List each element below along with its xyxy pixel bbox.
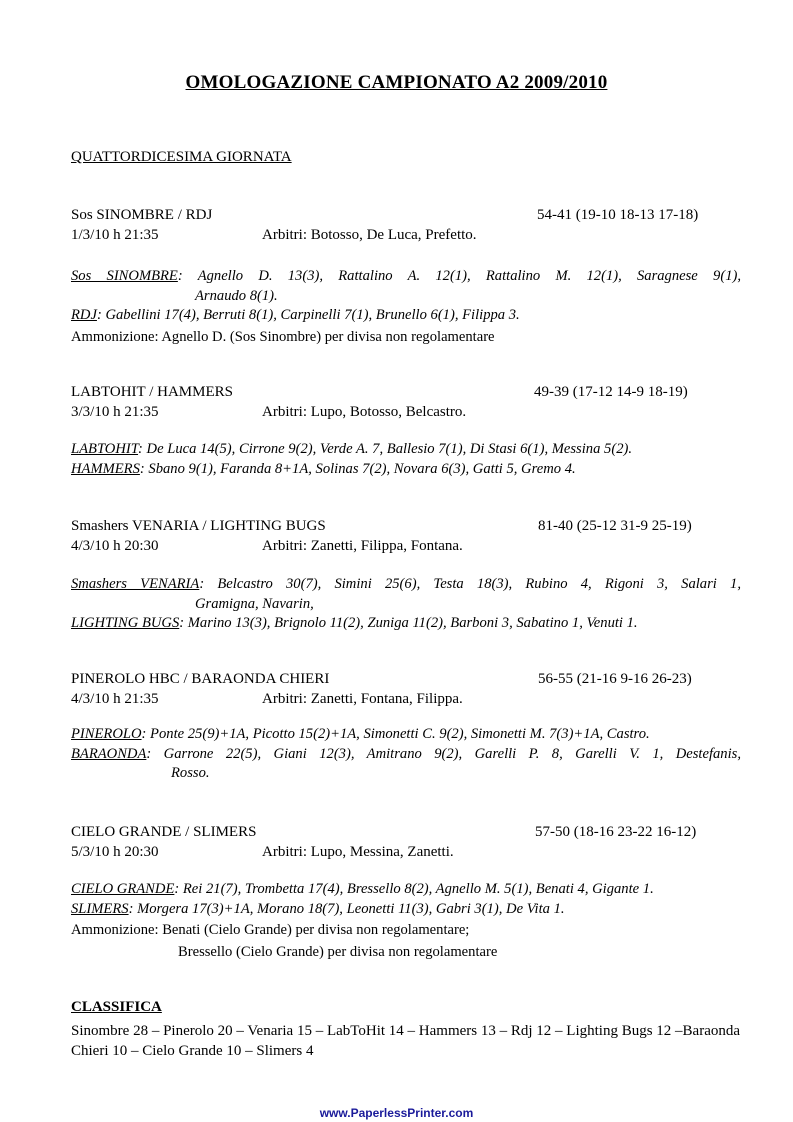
team-scorers-continued: Arnaudo 8(1).	[195, 287, 278, 304]
classifica-text: Sinombre 28 – Pinerolo 20 – Venaria 15 – LabToHit 14 – Hammers 13 – Rdj 12 – Lighting Bugs 12 –Baraonda Chieri 10 – Cielo Grande 10 – Slimers 4	[71, 1023, 741, 1059]
team-scorers: : Ponte 25(9)+1A, Picotto 15(2)+1A, Simonetti C. 9(2), Simonetti M. 7(3)+1A, Castro.	[141, 726, 650, 742]
classifica-heading: CLASSIFICA	[71, 999, 162, 1015]
team-scorers: : Gabellini 17(4), Berruti 8(1), Carpinelli 7(1), Brunello 6(1), Filippa 3.	[96, 307, 520, 323]
team-label: RDJ	[71, 307, 97, 323]
document-title: OMOLOGAZIONE CAMPIONATO A2 2009/2010	[185, 72, 608, 93]
game-date: 4/3/10 h 20:30	[71, 538, 159, 554]
game-score: 81-40 (25-12 31-9 25-19)	[538, 518, 692, 534]
team-scorers: : Sbano 9(1), Faranda 8+1A, Solinas 7(2), Novara 6(3), Gatti 5, Gremo 4.	[139, 460, 576, 477]
game-date: 3/3/10 h 21:35	[71, 404, 159, 420]
game-date: 5/3/10 h 20:30	[71, 844, 159, 860]
game-referees: Arbitri: Lupo, Botosso, Belcastro.	[262, 404, 467, 420]
team-label: CIELO GRANDE	[71, 881, 175, 897]
game-score: 56-55 (21-16 9-16 26-23)	[538, 671, 692, 687]
team-scorers: : Garrone 22(5), Giani 12(3), Amitrano 9(2), Garelli P. 8, Garelli V. 1, Destefanis,	[146, 745, 741, 762]
team-label: Smashers VENARIA	[71, 576, 200, 592]
game-teams: LABTOHIT / HAMMERS	[71, 384, 233, 400]
team-label: LABTOHIT	[71, 441, 139, 457]
team-label: PINEROLO	[71, 726, 142, 742]
game-teams: PINEROLO HBC / BARAONDA CHIERI	[71, 671, 330, 687]
game-referees: Arbitri: Botosso, De Luca, Prefetto.	[262, 227, 477, 243]
game-date: 4/3/10 h 21:35	[71, 691, 159, 707]
team-label: BARAONDA	[71, 745, 147, 762]
game-block	[71, 382, 741, 479]
game-teams: Sos SINOMBRE / RDJ	[71, 207, 213, 223]
game-score: 54-41 (19-10 18-13 17-18)	[537, 207, 699, 223]
team-scorers: : Belcastro 30(7), Simini 25(6), Testa 18(3), Rubino 4, Rigoni 3, Salari 1,	[199, 576, 741, 592]
game-score: 57-50 (18-16 23-22 16-12)	[535, 824, 697, 840]
team-scorers: : Rei 21(7), Trombetta 17(4), Bressello 8(2), Agnello M. 5(1), Benati 4, Gigante 1.	[174, 881, 654, 897]
game-referees: Arbitri: Zanetti, Filippa, Fontana.	[262, 538, 463, 554]
team-scorers-continued: Gramigna, Navarin,	[195, 595, 314, 612]
team-scorers: : Marino 13(3), Brignolo 11(2), Zuniga 11(2), Barboni 3, Sabatino 1, Venuti 1.	[179, 615, 638, 631]
ammonizione-continued: Bressello (Cielo Grande) per divisa non regolamentare	[178, 943, 498, 960]
game-date: 1/3/10 h 21:35	[71, 227, 159, 243]
game-block	[71, 516, 741, 634]
game-block	[71, 669, 741, 784]
team-scorers-continued: Rosso.	[171, 765, 210, 781]
game-teams: Smashers VENARIA / LIGHTING BUGS	[71, 518, 326, 534]
team-scorers: : Morgera 17(3)+1A, Morano 18(7), Leonetti 11(3), Gabri 3(1), De Vita 1.	[128, 900, 565, 917]
team-label: SLIMERS	[71, 900, 129, 917]
game-block	[71, 205, 741, 347]
game-block	[71, 822, 741, 962]
footer-link[interactable]: www.PaperlessPrinter.com	[319, 1106, 474, 1120]
game-referees: Arbitri: Lupo, Messina, Zanetti.	[262, 844, 454, 860]
team-label: HAMMERS	[71, 460, 140, 477]
team-label: LIGHTING BUGS	[71, 615, 180, 631]
team-scorers: : Agnello D. 13(3), Rattalino A. 12(1), Rattalino M. 12(1), Saragnese 9(1),	[177, 268, 741, 284]
section-heading: QUATTORDICESIMA GIORNATA	[71, 149, 292, 165]
ammonizione: Ammonizione: Agnello D. (Sos Sinombre) per divisa non regolamentare	[71, 328, 495, 345]
game-referees: Arbitri: Zanetti, Fontana, Filippa.	[262, 691, 463, 707]
team-scorers: : De Luca 14(5), Cirrone 9(2), Verde A. 7, Ballesio 7(1), Di Stasi 6(1), Messina 5(2).	[138, 441, 632, 457]
team-label: Sos SINOMBRE	[71, 268, 178, 284]
game-teams: CIELO GRANDE / SLIMERS	[71, 824, 257, 840]
ammonizione: Ammonizione: Benati (Cielo Grande) per divisa non regolamentare;	[71, 922, 470, 938]
game-score: 49-39 (17-12 14-9 18-19)	[534, 384, 688, 400]
